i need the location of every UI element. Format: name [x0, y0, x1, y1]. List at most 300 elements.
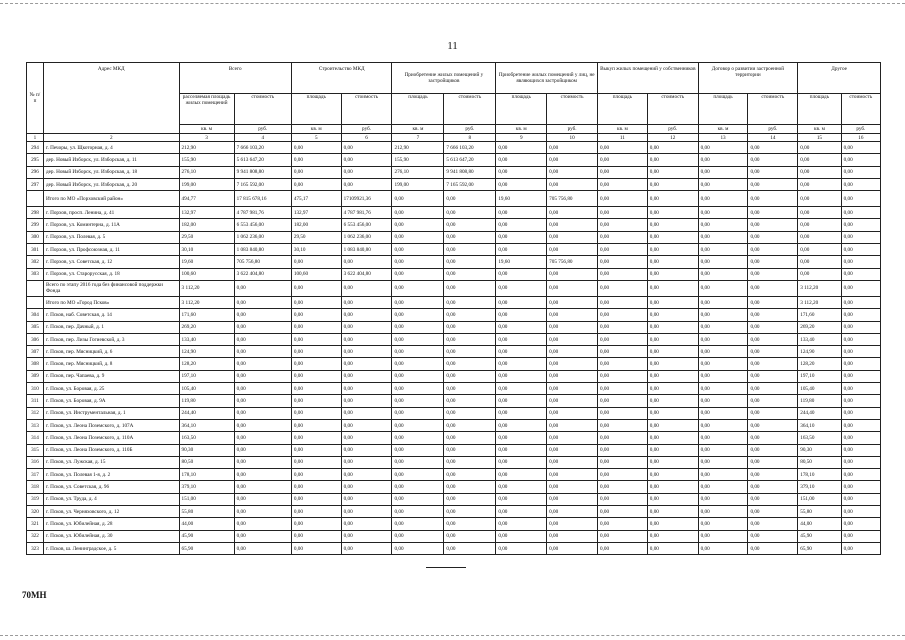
row-number: 312: [27, 407, 44, 419]
value-cell: 0,00: [234, 309, 291, 321]
value-cell: 0,00: [496, 219, 547, 231]
value-cell: 364,10: [798, 419, 841, 431]
value-cell: 0,00: [234, 321, 291, 333]
value-cell: 0,00: [496, 481, 547, 493]
address-cell: г. Печоры, ул. Щкоторная, д. 4: [43, 142, 179, 154]
value-cell: 0,00: [598, 142, 648, 154]
table-row: [27, 219, 881, 231]
value-cell: 0,00: [341, 407, 392, 419]
table-row: [27, 309, 881, 321]
value-cell: 0,00: [444, 321, 496, 333]
value-cell: 0,00: [841, 268, 880, 280]
value-cell: 0,00: [392, 296, 444, 308]
value-cell: 0,00: [698, 383, 748, 395]
value-cell: 0,00: [748, 154, 798, 166]
value-cell: 0,00: [444, 346, 496, 358]
value-cell: 0,00: [748, 346, 798, 358]
value-cell: 3 112,20: [798, 280, 841, 296]
value-cell: 6 553 456,00: [341, 219, 392, 231]
value-cell: 0,00: [798, 256, 841, 268]
value-cell: 0,00: [647, 383, 698, 395]
value-cell: 0,00: [748, 231, 798, 243]
value-cell: 0,00: [341, 456, 392, 468]
value-cell: 0,00: [647, 518, 698, 530]
column-number: 6: [341, 134, 392, 142]
value-cell: 5 613 647,20: [234, 154, 291, 166]
value-cell: 155,90: [179, 154, 234, 166]
value-cell: 212,90: [392, 142, 444, 154]
value-cell: 0,00: [234, 370, 291, 382]
value-cell: 3 112,20: [179, 280, 234, 296]
subheader-cost: стоимость: [444, 94, 496, 125]
value-cell: 0,00: [234, 407, 291, 419]
address-cell: г. Псков, наб. Советская, д. 14: [43, 309, 179, 321]
value-cell: 0,00: [444, 280, 496, 296]
value-cell: 132,97: [179, 207, 234, 219]
value-cell: 0,00: [598, 256, 648, 268]
value-cell: 0,00: [547, 154, 598, 166]
value-cell: 0,00: [341, 432, 392, 444]
value-cell: 0,00: [748, 493, 798, 505]
subheader-area: площадь: [496, 94, 547, 125]
value-cell: 132,97: [291, 207, 341, 219]
value-cell: 0,00: [841, 493, 880, 505]
value-cell: 0,00: [547, 383, 598, 395]
value-cell: 0,00: [291, 178, 341, 190]
value-cell: 0,00: [291, 358, 341, 370]
value-cell: 0,00: [547, 268, 598, 280]
subheader-area: расселяемая площадь жилых помещений: [179, 94, 234, 125]
table-row: [27, 268, 881, 280]
value-cell: 4 787 981,76: [234, 207, 291, 219]
value-cell: 0,00: [341, 530, 392, 542]
subheader-area: площадь: [392, 94, 444, 125]
row-number: 303: [27, 268, 44, 280]
value-cell: 0,00: [547, 166, 598, 178]
value-cell: 0,00: [496, 178, 547, 190]
value-cell: 0,00: [496, 268, 547, 280]
value-cell: 0,00: [341, 370, 392, 382]
value-cell: 0,00: [234, 358, 291, 370]
value-cell: 0,00: [234, 518, 291, 530]
value-cell: 55,80: [798, 506, 841, 518]
value-cell: 0,00: [647, 268, 698, 280]
value-cell: 0,00: [341, 154, 392, 166]
value-cell: 0,00: [748, 333, 798, 345]
address-cell: Всего по этапу 2016 года без финансовой поддержки Фонда: [43, 280, 179, 296]
value-cell: 0,00: [444, 432, 496, 444]
value-cell: 0,00: [496, 346, 547, 358]
value-cell: 0,00: [647, 296, 698, 308]
row-number: 315: [27, 444, 44, 456]
value-cell: 0,00: [291, 444, 341, 456]
value-cell: 0,00: [234, 456, 291, 468]
column-number: 10: [547, 134, 598, 142]
row-number: 316: [27, 456, 44, 468]
value-cell: 0,00: [392, 370, 444, 382]
value-cell: 151,00: [179, 493, 234, 505]
value-cell: 0,00: [698, 358, 748, 370]
row-number: 320: [27, 506, 44, 518]
value-cell: 0,00: [547, 481, 598, 493]
value-cell: 705 756,80: [547, 256, 598, 268]
address-cell: г. Псков, ул. Юбилейная, д. 30: [43, 530, 179, 542]
value-cell: 0,00: [647, 530, 698, 542]
value-cell: 0,00: [496, 280, 547, 296]
subheader-area: площадь: [698, 94, 748, 125]
value-cell: 0,00: [341, 142, 392, 154]
value-cell: 0,00: [444, 244, 496, 256]
value-cell: 105,40: [798, 383, 841, 395]
column-number: 2: [43, 134, 179, 142]
value-cell: 0,00: [647, 346, 698, 358]
value-cell: 0,00: [698, 395, 748, 407]
address-cell: дер. Новый Изборск, ул. Изборская, д. 18: [43, 166, 179, 178]
value-cell: 0,00: [234, 542, 291, 554]
column-number: 1: [27, 134, 44, 142]
value-cell: 0,00: [234, 506, 291, 518]
table-row: [27, 383, 881, 395]
value-cell: 0,00: [647, 256, 698, 268]
value-cell: 0,00: [547, 142, 598, 154]
value-cell: 0,00: [444, 407, 496, 419]
value-cell: 105,40: [179, 383, 234, 395]
value-cell: 0,00: [598, 370, 648, 382]
value-cell: 151,00: [798, 493, 841, 505]
row-number: 319: [27, 493, 44, 505]
unit-label: кв. м: [179, 125, 234, 134]
row-number: 297: [27, 178, 44, 190]
unit-label: руб.: [234, 125, 291, 134]
value-cell: 0,00: [748, 469, 798, 481]
value-cell: 0,00: [234, 280, 291, 296]
row-number: 299: [27, 219, 44, 231]
value-cell: 1 083 840,80: [234, 244, 291, 256]
row-number: 311: [27, 395, 44, 407]
value-cell: 5 613 647,20: [444, 154, 496, 166]
subheader-area: площадь: [798, 94, 841, 125]
value-cell: 0,00: [748, 207, 798, 219]
value-cell: 0,00: [291, 419, 341, 431]
unit-label: кв. м: [291, 125, 341, 134]
column-number: 13: [698, 134, 748, 142]
value-cell: 0,00: [698, 280, 748, 296]
value-cell: 119,80: [798, 395, 841, 407]
address-cell: г. Псков, ул. Лужская, д. 15: [43, 456, 179, 468]
value-cell: 0,00: [496, 419, 547, 431]
value-cell: 119,80: [179, 395, 234, 407]
value-cell: 0,00: [598, 518, 648, 530]
value-cell: 0,00: [496, 395, 547, 407]
value-cell: 0,00: [647, 280, 698, 296]
value-cell: 0,00: [598, 358, 648, 370]
value-cell: 197,10: [179, 370, 234, 382]
row-number: 298: [27, 207, 44, 219]
value-cell: 379,10: [798, 481, 841, 493]
value-cell: 0,00: [698, 219, 748, 231]
value-cell: 0,00: [698, 244, 748, 256]
table-row: [27, 542, 881, 554]
value-cell: 0,00: [392, 493, 444, 505]
subheader-area: площадь: [598, 94, 648, 125]
subheader-cost: стоимость: [647, 94, 698, 125]
col-header-total: Всего: [179, 63, 291, 94]
value-cell: 0,00: [234, 530, 291, 542]
row-number: 318: [27, 481, 44, 493]
unit-label: кв. м: [598, 125, 648, 134]
value-cell: 9 941 808,80: [444, 166, 496, 178]
table-row: [27, 154, 881, 166]
value-cell: 0,00: [748, 444, 798, 456]
value-cell: 0,00: [392, 481, 444, 493]
value-cell: 244,40: [179, 407, 234, 419]
value-cell: 0,00: [748, 309, 798, 321]
value-cell: 0,00: [841, 166, 880, 178]
value-cell: 0,00: [598, 154, 648, 166]
address-cell: дер. Новый Изборск, ул. Изборская, д. 11: [43, 154, 179, 166]
value-cell: 3 112,20: [798, 296, 841, 308]
value-cell: 0,00: [291, 493, 341, 505]
value-cell: 0,00: [392, 542, 444, 554]
value-cell: 0,00: [598, 309, 648, 321]
value-cell: 0,00: [234, 346, 291, 358]
col-header-purchase-developers: Приобретение жилых помещений у застройщиков: [392, 63, 496, 94]
value-cell: 0,00: [698, 481, 748, 493]
value-cell: 0,00: [598, 207, 648, 219]
value-cell: 0,00: [496, 309, 547, 321]
value-cell: 0,00: [598, 321, 648, 333]
value-cell: 0,00: [698, 268, 748, 280]
value-cell: 0,00: [647, 542, 698, 554]
value-cell: 0,00: [341, 321, 392, 333]
value-cell: 0,00: [598, 444, 648, 456]
value-cell: 0,00: [341, 419, 392, 431]
value-cell: 0,00: [496, 142, 547, 154]
value-cell: 0,00: [748, 178, 798, 190]
value-cell: 17 815 678,16: [234, 191, 291, 207]
value-cell: 0,00: [234, 432, 291, 444]
row-number: [27, 280, 44, 296]
value-cell: 0,00: [291, 395, 341, 407]
value-cell: 19,60: [496, 191, 547, 207]
value-cell: 0,00: [291, 142, 341, 154]
value-cell: 705 756,80: [547, 191, 598, 207]
value-cell: 0,00: [547, 321, 598, 333]
value-cell: 0,00: [547, 542, 598, 554]
address-cell: г. Псков, ул. Инструментальная, д. 1: [43, 407, 179, 419]
address-cell: г. Псков, пер. Лизы Гогиевской, д. 3: [43, 333, 179, 345]
value-cell: 124,90: [798, 346, 841, 358]
value-cell: 0,00: [798, 219, 841, 231]
row-number: 323: [27, 542, 44, 554]
value-cell: 0,00: [444, 469, 496, 481]
value-cell: 0,00: [698, 456, 748, 468]
value-cell: 0,00: [841, 219, 880, 231]
table-body: [27, 142, 881, 555]
value-cell: 0,00: [841, 370, 880, 382]
row-number: 295: [27, 154, 44, 166]
row-number: 322: [27, 530, 44, 542]
value-cell: 0,00: [698, 419, 748, 431]
value-cell: 0,00: [841, 321, 880, 333]
value-cell: 0,00: [647, 395, 698, 407]
value-cell: 0,00: [748, 506, 798, 518]
column-number: 3: [179, 134, 234, 142]
row-number: 296: [27, 166, 44, 178]
value-cell: 0,00: [647, 481, 698, 493]
value-cell: 3 622 404,80: [234, 268, 291, 280]
value-cell: 0,00: [234, 296, 291, 308]
value-cell: 65,90: [179, 542, 234, 554]
value-cell: 0,00: [341, 166, 392, 178]
value-cell: 0,00: [341, 309, 392, 321]
table-row: [27, 456, 881, 468]
address-cell: г. Порхов, ул. Профсоюзная, д. 11: [43, 244, 179, 256]
subheader-cost: стоимость: [547, 94, 598, 125]
value-cell: 0,00: [841, 469, 880, 481]
value-cell: 0,00: [392, 419, 444, 431]
table-row: [27, 395, 881, 407]
value-cell: 90,30: [179, 444, 234, 456]
value-cell: 269,20: [798, 321, 841, 333]
value-cell: 0,00: [647, 166, 698, 178]
value-cell: 0,00: [598, 244, 648, 256]
value-cell: 0,00: [547, 419, 598, 431]
value-cell: 0,00: [496, 231, 547, 243]
document-code: 70МН: [22, 590, 47, 600]
value-cell: 0,00: [444, 383, 496, 395]
value-cell: 244,40: [798, 407, 841, 419]
value-cell: 0,00: [748, 419, 798, 431]
value-cell: 0,00: [291, 370, 341, 382]
value-cell: 0,00: [234, 383, 291, 395]
value-cell: 0,00: [698, 256, 748, 268]
value-cell: 0,00: [698, 346, 748, 358]
col-header-territory-development: Договор о развитии застроенной территории: [698, 63, 798, 94]
value-cell: 0,00: [392, 383, 444, 395]
value-cell: 19,60: [496, 256, 547, 268]
value-cell: 1 083 840,80: [341, 244, 392, 256]
value-cell: 0,00: [598, 333, 648, 345]
value-cell: 0,00: [444, 256, 496, 268]
value-cell: 0,00: [598, 481, 648, 493]
value-cell: 0,00: [444, 493, 496, 505]
value-cell: 0,00: [598, 407, 648, 419]
table-row: [27, 207, 881, 219]
column-number: 5: [291, 134, 341, 142]
value-cell: 0,00: [291, 481, 341, 493]
value-cell: 0,00: [341, 493, 392, 505]
value-cell: 44,00: [798, 518, 841, 530]
row-number: 307: [27, 346, 44, 358]
value-cell: 0,00: [341, 358, 392, 370]
unit-label: кв. м: [798, 125, 841, 134]
column-number: 15: [798, 134, 841, 142]
value-cell: 128,20: [179, 358, 234, 370]
value-cell: 0,00: [841, 518, 880, 530]
value-cell: 0,00: [598, 178, 648, 190]
value-cell: 0,00: [748, 296, 798, 308]
value-cell: 0,00: [647, 207, 698, 219]
value-cell: 0,00: [748, 219, 798, 231]
value-cell: 0,00: [841, 407, 880, 419]
address-cell: г. Псков, пер. Мясницкий, д. 6: [43, 346, 179, 358]
value-cell: 0,00: [444, 268, 496, 280]
value-cell: 0,00: [392, 280, 444, 296]
value-cell: 0,00: [291, 256, 341, 268]
value-cell: 0,00: [748, 166, 798, 178]
value-cell: 0,00: [841, 256, 880, 268]
value-cell: 0,00: [647, 432, 698, 444]
value-cell: 0,00: [798, 231, 841, 243]
value-cell: 178,10: [798, 469, 841, 481]
value-cell: 0,00: [598, 280, 648, 296]
value-cell: 0,00: [547, 407, 598, 419]
value-cell: 0,00: [598, 166, 648, 178]
value-cell: 0,00: [547, 333, 598, 345]
value-cell: 45,90: [179, 530, 234, 542]
value-cell: 0,00: [341, 346, 392, 358]
page-number: 11: [447, 40, 458, 52]
value-cell: 0,00: [698, 142, 748, 154]
row-number: 304: [27, 309, 44, 321]
value-cell: 7 666 103,20: [444, 142, 496, 154]
col-header-buyout-owners: Выкуп жилых помещений у собственников: [598, 63, 699, 94]
value-cell: 0,00: [547, 395, 598, 407]
value-cell: 0,00: [234, 395, 291, 407]
row-number: 317: [27, 469, 44, 481]
value-cell: 0,00: [748, 518, 798, 530]
value-cell: 30,10: [179, 244, 234, 256]
value-cell: 0,00: [748, 542, 798, 554]
value-cell: 1 062 236,00: [234, 231, 291, 243]
value-cell: 0,00: [841, 542, 880, 554]
value-cell: 0,00: [598, 432, 648, 444]
value-cell: 0,00: [841, 395, 880, 407]
value-cell: 0,00: [547, 309, 598, 321]
value-cell: 0,00: [748, 395, 798, 407]
value-cell: 0,00: [841, 444, 880, 456]
address-cell: г. Псков, ул. Боровая, д. 25: [43, 383, 179, 395]
value-cell: 0,00: [841, 530, 880, 542]
value-cell: 0,00: [698, 530, 748, 542]
value-cell: 29,50: [291, 231, 341, 243]
value-cell: 199,00: [392, 178, 444, 190]
value-cell: 0,00: [496, 542, 547, 554]
value-cell: 0,00: [291, 506, 341, 518]
value-cell: 0,00: [698, 321, 748, 333]
value-cell: 0,00: [341, 542, 392, 554]
value-cell: 0,00: [841, 383, 880, 395]
value-cell: 55,80: [179, 506, 234, 518]
value-cell: 0,00: [647, 456, 698, 468]
unit-label: руб.: [647, 125, 698, 134]
total-row: [27, 296, 881, 308]
row-number: 302: [27, 256, 44, 268]
value-cell: 0,00: [698, 154, 748, 166]
value-cell: 0,00: [798, 268, 841, 280]
value-cell: 0,00: [392, 191, 444, 207]
value-cell: 0,00: [698, 432, 748, 444]
col-header-purchase-non-developers: Приобретение жилых помещений у лиц, не являющихся застройщиком: [496, 63, 598, 94]
value-cell: 0,00: [547, 370, 598, 382]
value-cell: 0,00: [291, 154, 341, 166]
value-cell: 0,00: [647, 358, 698, 370]
value-cell: 0,00: [748, 481, 798, 493]
value-cell: 0,00: [444, 530, 496, 542]
value-cell: 0,00: [798, 191, 841, 207]
value-cell: 0,00: [341, 296, 392, 308]
